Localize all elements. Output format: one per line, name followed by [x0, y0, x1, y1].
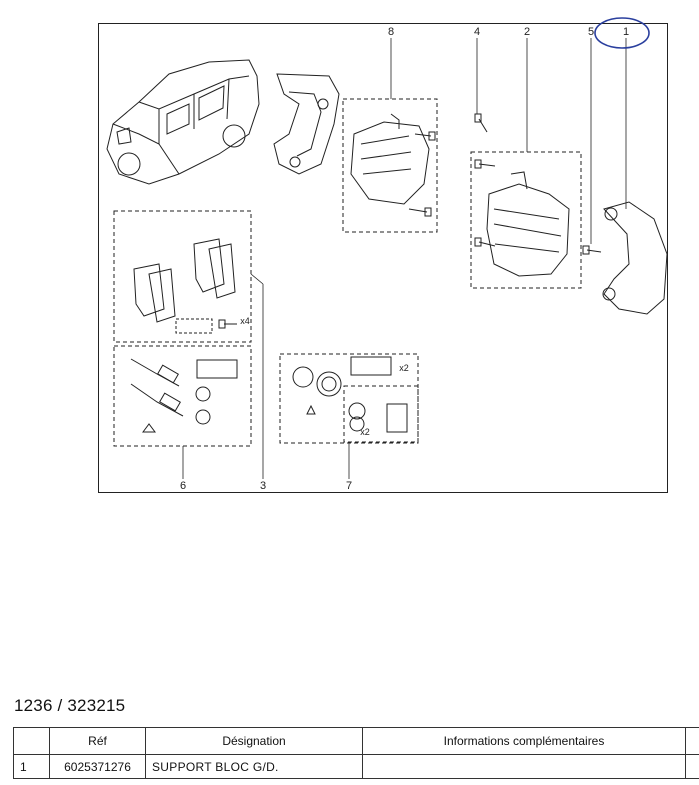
caliper-assembly-2	[471, 114, 581, 288]
callout-2: 2	[523, 26, 531, 38]
table-header-row	[14, 728, 699, 755]
table-row[interactable]	[14, 755, 699, 779]
callout-4: 4	[473, 26, 481, 38]
col-header-number	[14, 728, 50, 755]
callout-3: 3	[259, 480, 267, 492]
row-number: 1	[14, 755, 50, 779]
callout-1: 1	[622, 26, 630, 38]
qty-label-bolts: x4	[240, 316, 250, 326]
row-ref: 6025371276	[50, 755, 146, 779]
row-extra	[686, 755, 699, 779]
row-info	[363, 755, 686, 779]
exploded-view-drawing	[99, 24, 669, 494]
col-header-designation: Désignation	[146, 728, 363, 755]
parts-table	[13, 727, 699, 779]
brake-pads-kit-3	[114, 211, 251, 342]
reference-title: 1236 / 323215	[14, 696, 126, 715]
pen-annotation-circle	[592, 14, 652, 52]
bracket-assembly-8	[274, 74, 437, 232]
callout-5: 5	[587, 26, 595, 38]
callout-6: 6	[179, 480, 187, 492]
qty-label-seals: x2	[360, 427, 370, 437]
col-header-ref: Réf	[50, 728, 146, 755]
row-designation: SUPPORT BLOC G/D.	[146, 755, 363, 779]
piston-seal-kit-7	[280, 354, 418, 443]
callout-8: 8	[387, 26, 395, 38]
col-header-info: Informations complémentaires	[363, 728, 686, 755]
qty-label-boots: x2	[399, 363, 409, 373]
col-header-extra	[686, 728, 699, 755]
guide-pin-kit-6	[114, 346, 251, 446]
parts-diagram	[98, 23, 668, 493]
leader-lines	[183, 38, 626, 479]
vehicle-illustration	[107, 60, 259, 184]
bracket-support-1	[583, 202, 667, 314]
callout-7: 7	[345, 480, 353, 492]
